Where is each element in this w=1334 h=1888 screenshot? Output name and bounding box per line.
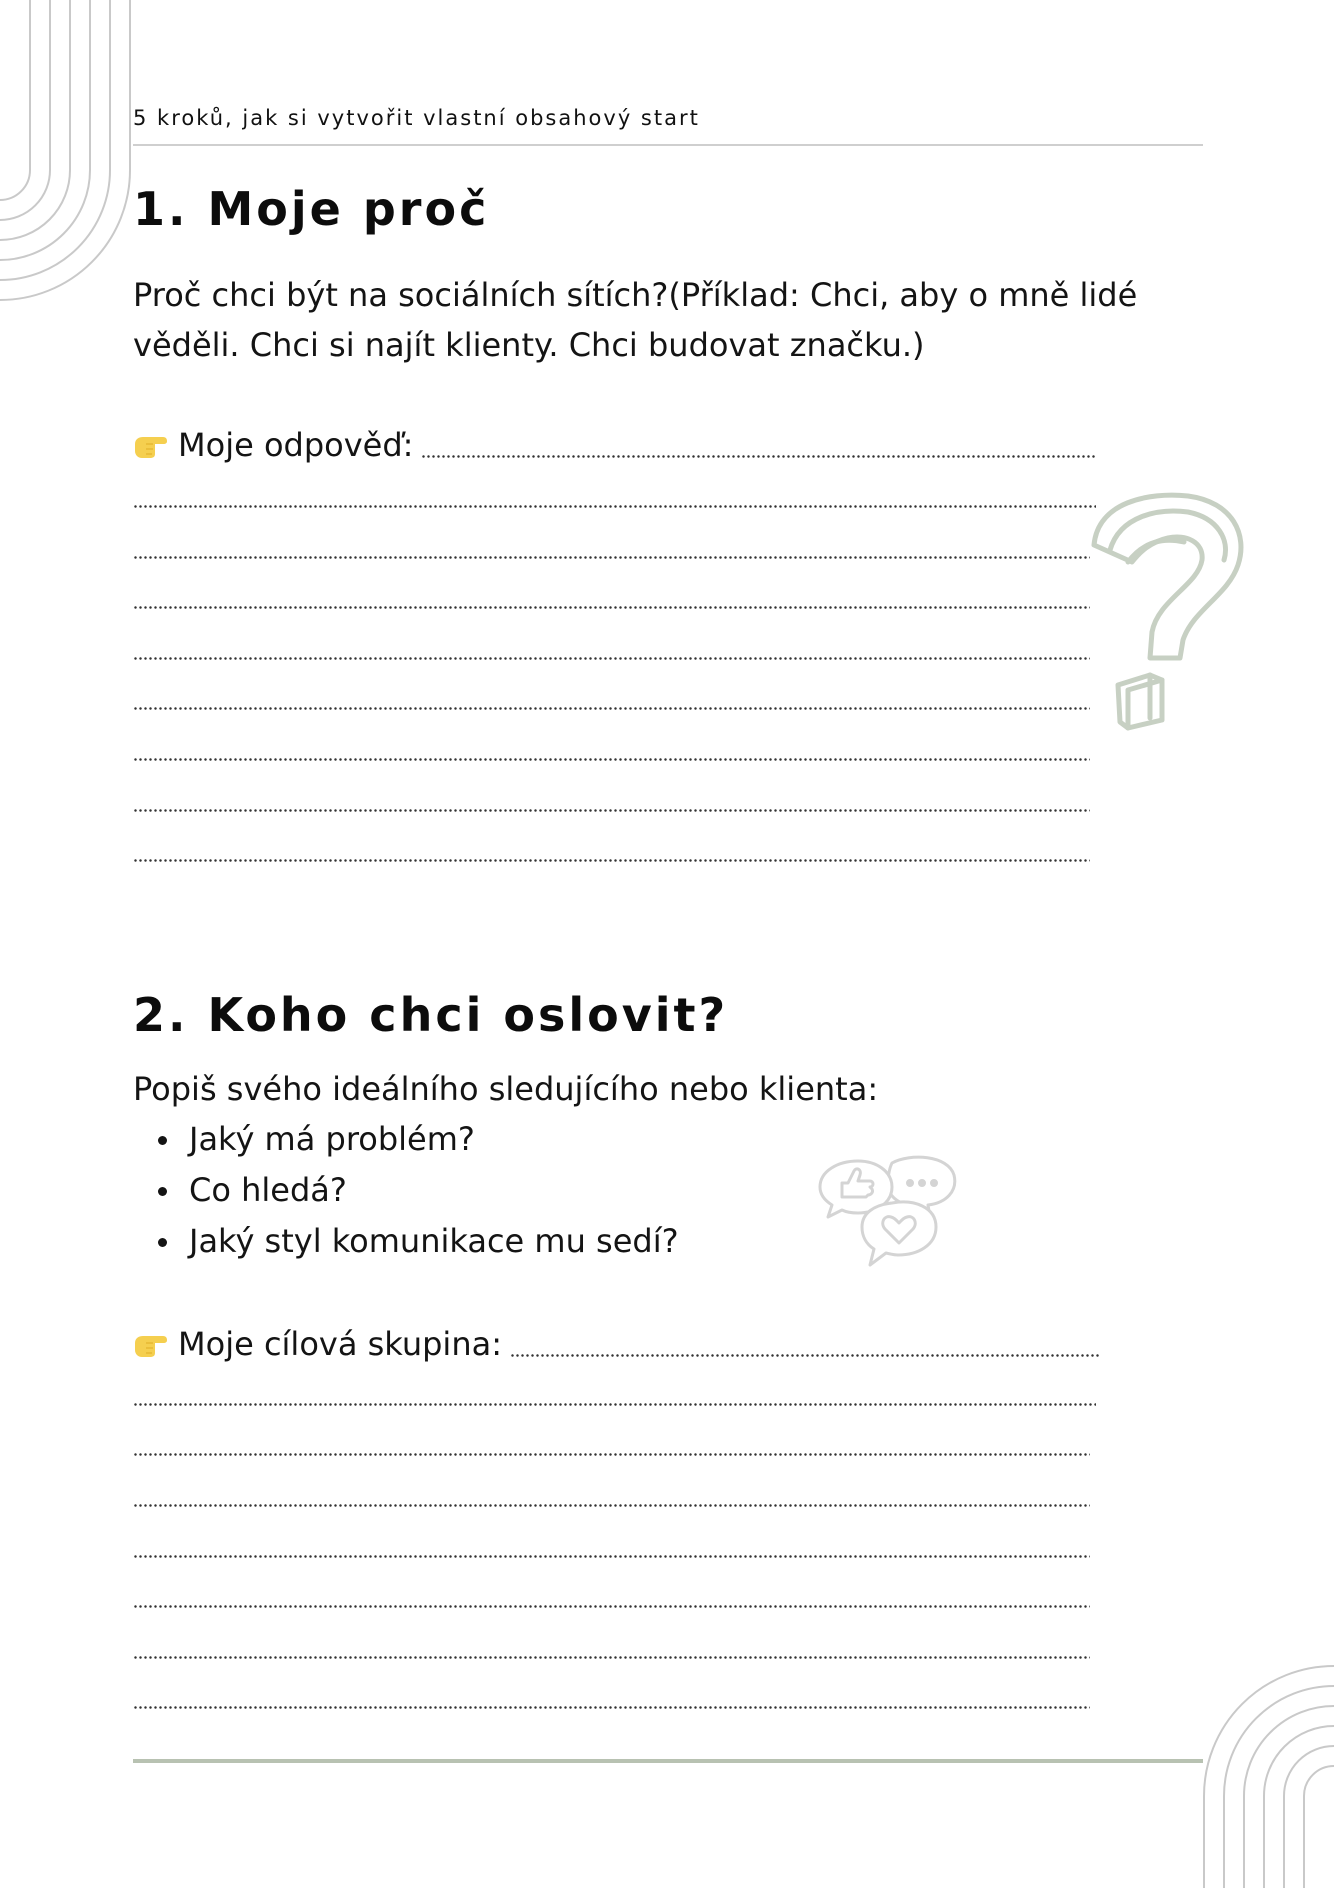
section-2-title: 2. Koho chci oslovit? (133, 988, 729, 1042)
section-1-answer-field[interactable] (133, 424, 1096, 464)
page-header: 5 kroků, jak si vytvořit vlastní obsahový start (133, 106, 700, 130)
section-2-intro: Popiš svého ideálního sledujícího nebo klienta: (133, 1070, 879, 1108)
blank-line[interactable] (133, 707, 1090, 710)
blank-line[interactable] (133, 1403, 1096, 1406)
blank-line[interactable] (133, 859, 1090, 862)
blank-line[interactable] (133, 1555, 1090, 1558)
list-item: Jaký styl komunikace mu sedí? (150, 1216, 679, 1267)
blank-line[interactable] (133, 1605, 1090, 1608)
section-2-answer-label: Moje cílová skupina: (178, 1325, 502, 1363)
blank-line[interactable] (133, 606, 1090, 609)
blank-line[interactable] (133, 1453, 1090, 1456)
decorative-arcs-top-left (0, 0, 140, 310)
pointing-hand-icon (133, 1329, 169, 1359)
answer-dotted-line (510, 1354, 1100, 1357)
decorative-arcs-bottom-right (1194, 1658, 1334, 1888)
blank-line[interactable] (133, 505, 1096, 508)
header-divider (133, 144, 1203, 146)
list-item: Jaký má problém? (150, 1114, 679, 1165)
section-1-question: Proč chci být na sociálních sítích?(Příklad: Chci, aby o mně lidé věděli. Chci si najít klienty. Chci budovat značku.) (133, 276, 1138, 364)
footer-divider (133, 1759, 1203, 1763)
blank-line[interactable] (133, 809, 1090, 812)
section-1-title: 1. Moje proč (133, 182, 490, 236)
question-mark-icon (1088, 490, 1248, 735)
blank-line[interactable] (133, 1706, 1090, 1709)
list-item: Co hledá? (150, 1165, 679, 1216)
answer-dotted-line (421, 455, 1096, 458)
blank-line[interactable] (133, 1504, 1090, 1507)
pointing-hand-icon (133, 430, 169, 460)
criteria-list (150, 1114, 679, 1267)
section-2-answer-field[interactable] (133, 1323, 1100, 1363)
blank-line[interactable] (133, 556, 1090, 559)
chat-bubbles-icon (818, 1155, 962, 1273)
blank-line[interactable] (133, 1656, 1090, 1659)
blank-line[interactable] (133, 758, 1090, 761)
blank-line[interactable] (133, 657, 1090, 660)
section-1-answer-label: Moje odpověď: (178, 426, 414, 464)
